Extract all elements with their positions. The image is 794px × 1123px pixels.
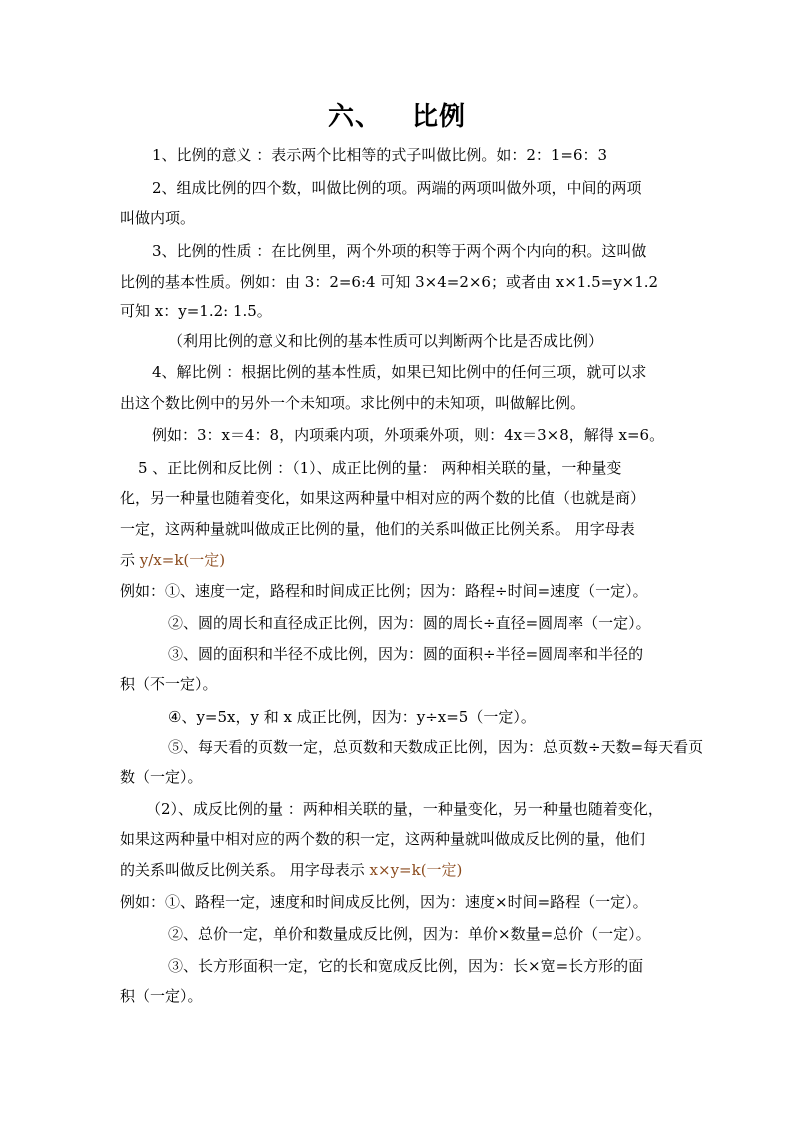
text-line	[120, 860, 680, 880]
text-line: 数（一定）。	[120, 768, 203, 786]
text-line: 可知 x：y=1.2: 1.5。	[120, 302, 272, 320]
title-text: 比例	[412, 102, 467, 132]
text-line: 5 、正比例和反比例 ：（1）、成正比例的量： 两种相关联的量，一种量变	[138, 459, 622, 477]
text-line: 4、解比例 ：根据比例的基本性质，如果已知比例中的任何三项，就可以求	[152, 363, 647, 381]
text-line: 2、组成比例的四个数，叫做比例的项。两端的两项叫做外项，中间的两项	[152, 179, 642, 197]
text-line: 例如：①、路程一定，速度和时间成反比例，因为：速度×时间=路程（一定）。	[120, 893, 648, 911]
direct-proportion-formula: y/x=k(一定)	[139, 551, 226, 569]
text-segment: 示	[120, 551, 140, 569]
text-line: 叫做内项。	[120, 209, 196, 227]
text-line: 比例的基本性质。例如：由 3：2=6:4 可知 3×4=2×6；或者由 x×1.5=y×1.2	[120, 273, 659, 291]
text-line: 1、比例的意义 ：表示两个比相等的式子叫做比例。如：2：1=6：3	[152, 146, 608, 164]
text-line: 化，另一种量也随着变化，如果这两种量中相对应的两个数的比值（也就是商）	[120, 489, 646, 507]
page-title	[0, 96, 794, 133]
text-line: （利用比例的意义和比例的基本性质可以判断两个比是否成比例）	[168, 332, 604, 350]
text-line: 出这个数比例中的另外一个未知项。求比例中的未知项，叫做解比例。	[120, 394, 586, 412]
text-line: ④、y=5x，y 和 x 成正比例，因为：y÷x=5（一定）。	[168, 708, 536, 726]
text-line: 例如：①、速度一定，路程和时间成正比例；因为：路程÷时间=速度（一定）。	[120, 582, 648, 600]
text-line: ②、总价一定，单价和数量成反比例，因为：单价×数量=总价（一定）。	[168, 925, 651, 943]
text-line: 3、比例的性质 ：在比例里，两个外项的积等于两个两个内向的积。这叫做	[152, 242, 647, 260]
text-line: （2）、成反比例的量 ：两种相关联的量，一种量变化，另一种量也随着变化，	[146, 800, 663, 818]
text-line: 如果这两种量中相对应的两个数的积一定，这两种量就叫做成反比例的量，他们	[120, 830, 646, 848]
text-line	[120, 550, 680, 570]
text-segment: 的关系叫做反比例关系。 用字母表示	[120, 861, 370, 879]
text-line: ③、长方形面积一定，它的长和宽成反比例，因为：长×宽=长方形的面	[168, 957, 644, 975]
inverse-proportion-formula: x×y=k(一定)	[369, 861, 463, 879]
title-number: 六、	[327, 102, 382, 132]
text-line: ⑤、每天看的页数一定，总页数和天数成正比例，因为：总页数÷天数=每天看页	[168, 738, 704, 756]
text-line: 积（不一定）。	[120, 675, 218, 693]
text-line: 一定，这两种量就叫做成正比例的量，他们的关系叫做正比例关系。 用字母表	[120, 520, 635, 538]
text-line: 积（一定）。	[120, 987, 203, 1005]
text-line: ③、圆的面积和半径不成比例，因为：圆的面积÷半径=圆周率和半径的	[168, 645, 644, 663]
text-line: 例如：3：x＝4：8，内项乘内项，外项乘外项，则：4x＝3×8，解得 x=6。	[152, 426, 665, 444]
text-line: ②、圆的周长和直径成正比例，因为：圆的周长÷直径=圆周率（一定）。	[168, 614, 651, 632]
